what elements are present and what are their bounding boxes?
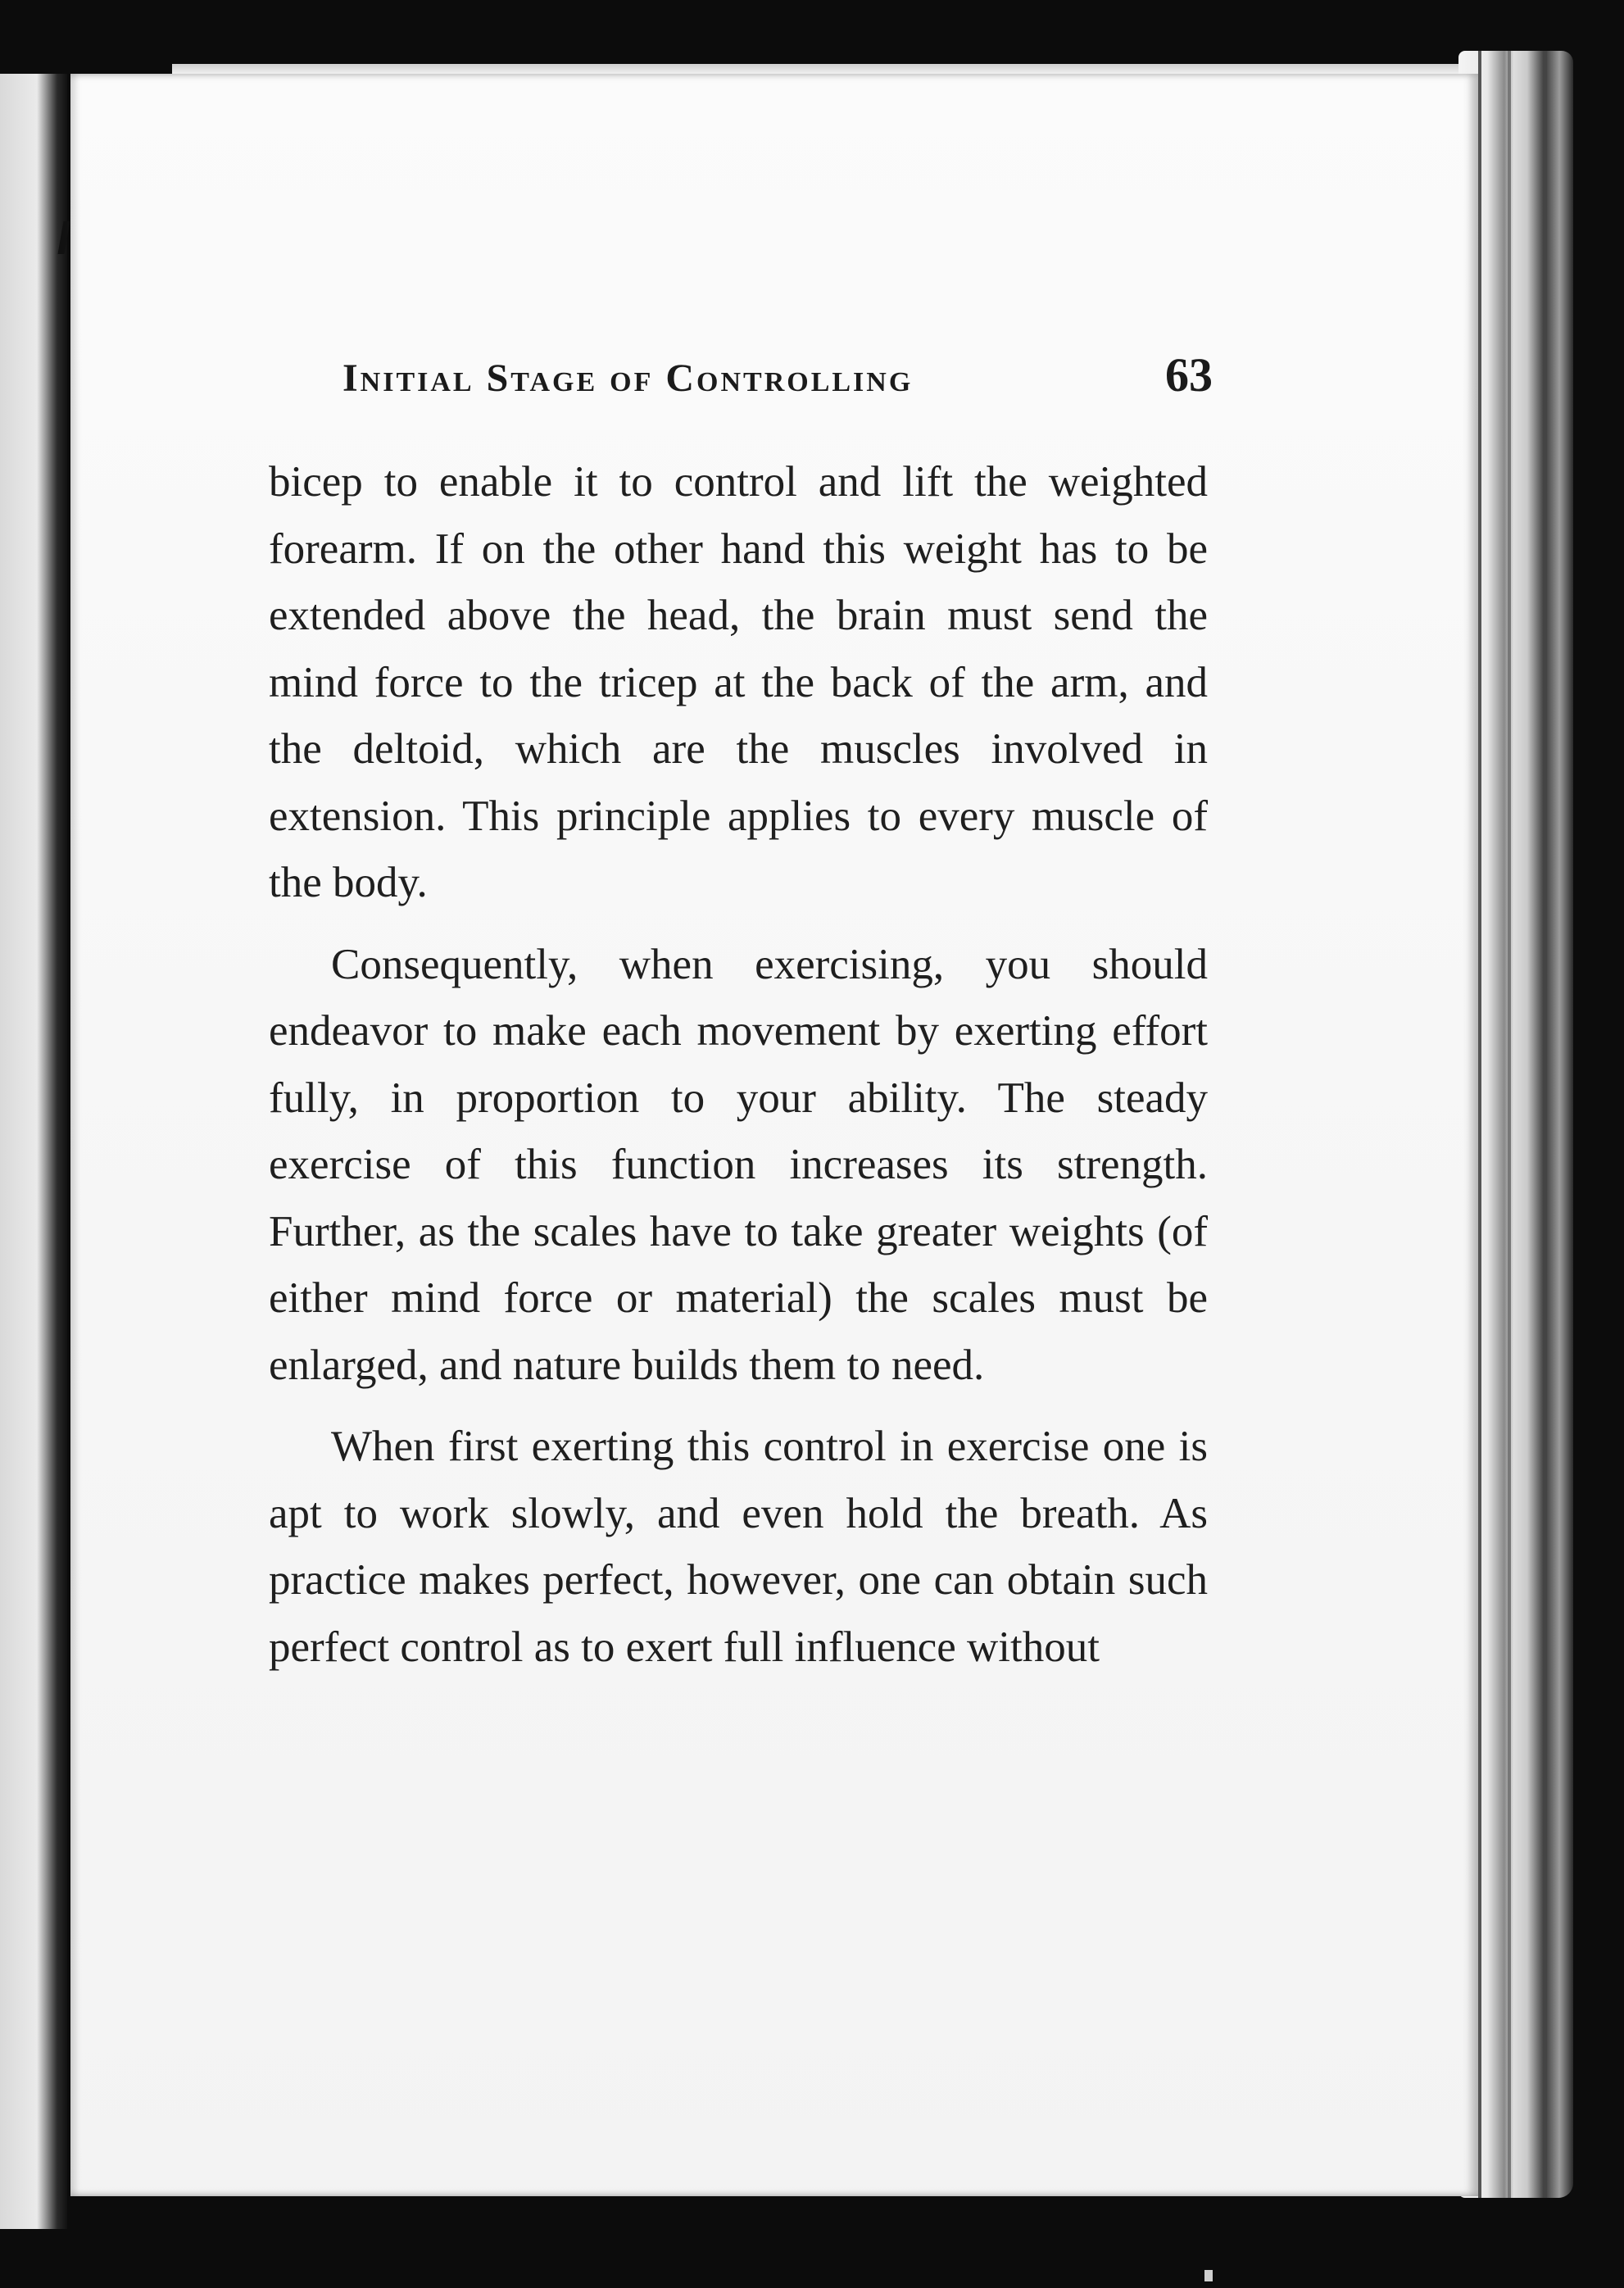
paragraph-continued: bicep to enable it to control and lift the weighted forearm. If on the other hand this weight has to be extended above the head, the brain must send the mind force to the tricep at the back of the arm, and the deltoid, which are the muscles involved in extension. This principle applies to every muscle of the body.	[269, 458, 1208, 906]
running-title: Initial Stage of Controlling	[342, 356, 914, 400]
page-number: 63	[1165, 348, 1213, 402]
paragraph: Consequently, when exercising, you should endeavor to make each movement by exerting effort fully, in proportion to your ability. The steady exercise of this function increases its strength. Further, as the scales have to take greater weights (of either mind force or material) the scales must be enlarged, and nature builds them to need.	[269, 940, 1208, 1389]
paragraph: When first exerting this control in exercise one is apt to work slowly, and even hold the breath. As practice makes perfect, however, one can obtain such perfect control as to exert full influence without	[269, 1423, 1208, 1671]
page-top-edge	[172, 64, 1475, 74]
fore-edge-band	[1478, 51, 1481, 2198]
body-text	[269, 449, 1208, 1696]
fore-edge-band	[1508, 51, 1511, 2198]
running-head	[342, 347, 1213, 402]
scan-artifact	[1204, 2270, 1213, 2281]
fore-edge-band	[1544, 51, 1547, 2198]
facing-page-edge	[0, 74, 67, 2229]
